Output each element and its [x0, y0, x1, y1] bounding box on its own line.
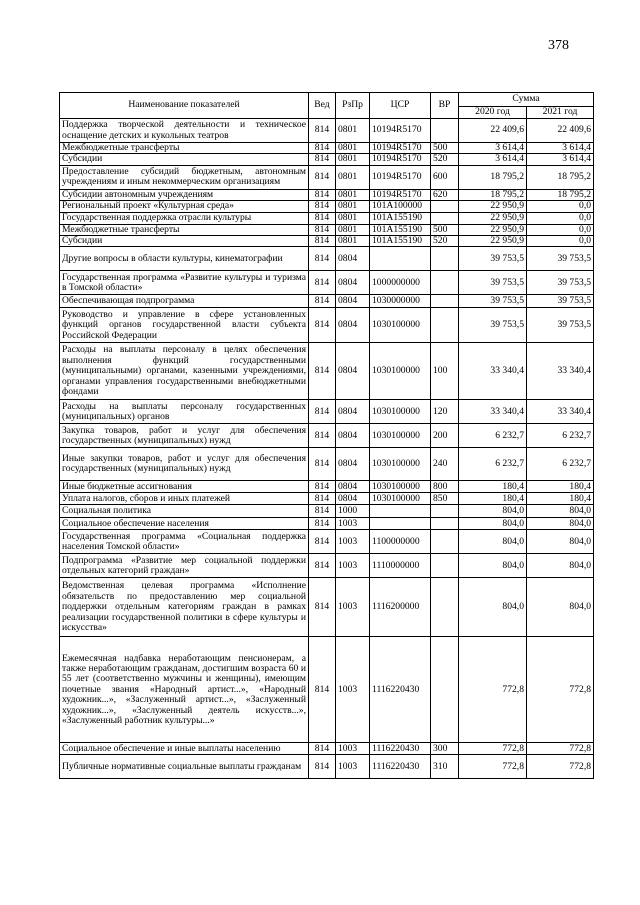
row-sum-2021: 33 340,4: [527, 343, 594, 400]
row-ved: 814: [309, 518, 336, 530]
header-vr: ВР: [431, 93, 459, 119]
row-name: Государственная программа «Социальная поддержка населения Томской области»: [60, 530, 309, 554]
row-ved: 814: [309, 308, 336, 343]
row-sum-2020: 33 340,4: [459, 400, 527, 424]
header-name: Наименование показателей: [60, 93, 309, 119]
row-sum-2021: 180,4: [527, 481, 594, 493]
row-vr: 800: [431, 481, 459, 493]
table-row: [60, 165, 594, 189]
row-sum-2020: 772,8: [459, 755, 527, 779]
row-ved: 814: [309, 493, 336, 505]
row-sum-2020: 22 950,9: [459, 236, 527, 247]
row-csr: 1030100000: [370, 400, 431, 424]
row-name: Закупка товаров, работ и услуг для обеспечения государственных (муниципальных) нужд: [60, 424, 309, 448]
row-csr: 1000000000: [370, 271, 431, 295]
row-sum-2020: 22 950,9: [459, 224, 527, 235]
row-name: Расходы на выплаты персоналу государственных (муниципальных) органов: [60, 400, 309, 424]
row-ved: 814: [309, 481, 336, 493]
row-name: Иные бюджетные ассигнования: [60, 481, 309, 493]
row-csr: 1030100000: [370, 308, 431, 343]
row-name: Другие вопросы в области культуры, кинематографии: [60, 247, 309, 271]
header-rzpr: РзПр: [336, 93, 370, 119]
table-row: [60, 518, 594, 530]
row-name: Обеспечивающая подпрограмма: [60, 295, 309, 308]
row-vr: [431, 530, 459, 554]
table-row: [60, 189, 594, 200]
table-row: [60, 505, 594, 518]
row-rzpr: 0804: [336, 308, 370, 343]
table-row: [60, 308, 594, 343]
row-rzpr: 0804: [336, 424, 370, 448]
row-csr: 1116200000: [370, 578, 431, 637]
row-sum-2021: 39 753,5: [527, 247, 594, 271]
row-csr: 10194R5170: [370, 165, 431, 189]
table-row: [60, 247, 594, 271]
row-sum-2020: 772,8: [459, 743, 527, 755]
row-rzpr: 0801: [336, 189, 370, 200]
row-name: Публичные нормативные социальные выплаты гражданам: [60, 755, 309, 779]
row-sum-2020: 22 950,9: [459, 212, 527, 224]
table-row: [60, 530, 594, 554]
row-vr: 850: [431, 493, 459, 505]
row-csr: 10194R5170: [370, 143, 431, 154]
row-vr: 100: [431, 343, 459, 400]
row-csr: [370, 247, 431, 271]
row-rzpr: 1003: [336, 554, 370, 578]
row-sum-2020: 772,8: [459, 637, 527, 743]
row-sum-2021: 180,4: [527, 493, 594, 505]
row-sum-2020: 33 340,4: [459, 343, 527, 400]
row-ved: 814: [309, 143, 336, 154]
row-vr: [431, 295, 459, 308]
row-ved: 814: [309, 448, 336, 481]
row-name: Ежемесячная надбавка неработающим пенсионерам, а также неработающим гражданам, достигшим возраста 60 и 55 лет (соответственно мужчины и женщины), имеющим почетные звания «Народный артист...», «Народный художник...», «Заслуженный артист...», «Заслуженный художник...», «Заслуженный деятель искусств...», «Заслуженный работник культуры...»: [60, 637, 309, 743]
row-name: Подпрограмма «Развитие мер социальной поддержки отдельных категорий граждан»: [60, 554, 309, 578]
row-name: Ведомственная целевая программа «Исполнение обязательств по предоставлению мер социальной поддержки отдельным категориям граждан в рамках реализации государственной политики в сфере культуры и искусства»: [60, 578, 309, 637]
row-name: Поддержка творческой деятельности и техническое оснащение детских и кукольных театров: [60, 119, 309, 143]
budget-table: [59, 92, 594, 779]
row-ved: 814: [309, 201, 336, 212]
row-vr: [431, 201, 459, 212]
row-sum-2020: 39 753,5: [459, 271, 527, 295]
row-csr: 1116220430: [370, 637, 431, 743]
row-csr: 1030100000: [370, 343, 431, 400]
table-row: [60, 212, 594, 224]
row-ved: 814: [309, 212, 336, 224]
row-csr: 10194R5170: [370, 189, 431, 200]
row-ved: 814: [309, 505, 336, 518]
row-csr: 10194R5170: [370, 154, 431, 165]
row-sum-2021: 804,0: [527, 505, 594, 518]
row-vr: [431, 119, 459, 143]
row-rzpr: 0801: [336, 154, 370, 165]
table-row: [60, 448, 594, 481]
row-ved: 814: [309, 755, 336, 779]
row-sum-2020: 6 232,7: [459, 424, 527, 448]
table-row: [60, 295, 594, 308]
row-ved: 814: [309, 530, 336, 554]
table-row: [60, 755, 594, 779]
row-sum-2021: 772,8: [527, 637, 594, 743]
row-csr: 1116220430: [370, 755, 431, 779]
header-sum: Сумма: [459, 93, 594, 107]
row-name: Иные закупки товаров, работ и услуг для обеспечения государственных (муниципальных) нужд: [60, 448, 309, 481]
row-rzpr: 0804: [336, 247, 370, 271]
row-ved: 814: [309, 154, 336, 165]
row-rzpr: 1003: [336, 637, 370, 743]
row-csr: [370, 505, 431, 518]
row-sum-2021: 3 614,4: [527, 154, 594, 165]
row-sum-2021: 0,0: [527, 201, 594, 212]
table-row: [60, 400, 594, 424]
header-csr: ЦСР: [370, 93, 431, 119]
row-vr: [431, 554, 459, 578]
row-vr: [431, 271, 459, 295]
row-sum-2020: 18 795,2: [459, 165, 527, 189]
row-rzpr: 0801: [336, 119, 370, 143]
table-row: [60, 554, 594, 578]
row-rzpr: 0801: [336, 212, 370, 224]
row-sum-2020: 804,0: [459, 505, 527, 518]
table-row: [60, 119, 594, 143]
row-sum-2020: 804,0: [459, 554, 527, 578]
table-row: [60, 143, 594, 154]
row-csr: 1030000000: [370, 295, 431, 308]
row-csr: 1100000000: [370, 530, 431, 554]
row-sum-2021: 804,0: [527, 554, 594, 578]
row-ved: 814: [309, 224, 336, 235]
row-ved: 814: [309, 236, 336, 247]
row-sum-2020: 18 795,2: [459, 189, 527, 200]
row-vr: 300: [431, 743, 459, 755]
table-row: [60, 224, 594, 235]
row-sum-2021: 6 232,7: [527, 448, 594, 481]
row-csr: 101A155190: [370, 224, 431, 235]
table-row: [60, 343, 594, 400]
row-csr: 1030100000: [370, 481, 431, 493]
row-sum-2021: 39 753,5: [527, 295, 594, 308]
row-sum-2021: 39 753,5: [527, 271, 594, 295]
row-rzpr: 0801: [336, 224, 370, 235]
row-csr: 10194R5170: [370, 119, 431, 143]
row-rzpr: 0804: [336, 448, 370, 481]
row-sum-2021: 804,0: [527, 578, 594, 637]
row-rzpr: 0804: [336, 493, 370, 505]
row-sum-2021: 772,8: [527, 755, 594, 779]
row-sum-2020: 180,4: [459, 481, 527, 493]
row-vr: 600: [431, 165, 459, 189]
row-sum-2021: 804,0: [527, 530, 594, 554]
row-csr: 101A155190: [370, 236, 431, 247]
row-rzpr: 0804: [336, 271, 370, 295]
row-name: Уплата налогов, сборов и иных платежей: [60, 493, 309, 505]
row-rzpr: 0801: [336, 236, 370, 247]
row-csr: 1116220430: [370, 743, 431, 755]
row-vr: 310: [431, 755, 459, 779]
row-ved: 814: [309, 119, 336, 143]
row-vr: 120: [431, 400, 459, 424]
row-sum-2021: 18 795,2: [527, 189, 594, 200]
table-row: [60, 637, 594, 743]
row-sum-2020: 3 614,4: [459, 154, 527, 165]
table-row: [60, 481, 594, 493]
row-rzpr: 1003: [336, 743, 370, 755]
row-name: Субсидии автономным учреждениям: [60, 189, 309, 200]
row-rzpr: 0804: [336, 400, 370, 424]
row-vr: 620: [431, 189, 459, 200]
row-vr: [431, 505, 459, 518]
row-vr: 500: [431, 224, 459, 235]
row-sum-2021: 33 340,4: [527, 400, 594, 424]
row-name: Социальное обеспечение и иные выплаты населению: [60, 743, 309, 755]
row-ved: 814: [309, 424, 336, 448]
row-ved: 814: [309, 247, 336, 271]
row-sum-2020: 6 232,7: [459, 448, 527, 481]
row-sum-2021: 3 614,4: [527, 143, 594, 154]
row-sum-2021: 6 232,7: [527, 424, 594, 448]
row-vr: [431, 518, 459, 530]
header-year-2020: 2020 год: [459, 107, 527, 119]
row-rzpr: 0801: [336, 201, 370, 212]
row-rzpr: 1000: [336, 505, 370, 518]
row-sum-2020: 39 753,5: [459, 308, 527, 343]
row-sum-2021: 22 409,6: [527, 119, 594, 143]
row-sum-2021: 772,8: [527, 743, 594, 755]
row-vr: 500: [431, 143, 459, 154]
row-csr: 1030100000: [370, 424, 431, 448]
table-row: [60, 201, 594, 212]
row-sum-2020: 804,0: [459, 578, 527, 637]
row-sum-2020: 3 614,4: [459, 143, 527, 154]
row-ved: 814: [309, 400, 336, 424]
row-ved: 814: [309, 637, 336, 743]
row-ved: 814: [309, 189, 336, 200]
row-rzpr: 0801: [336, 165, 370, 189]
table-row: [60, 578, 594, 637]
row-vr: 520: [431, 236, 459, 247]
row-name: Субсидии: [60, 236, 309, 247]
row-rzpr: 0804: [336, 295, 370, 308]
row-name: Межбюджетные трансферты: [60, 143, 309, 154]
row-sum-2020: 39 753,5: [459, 295, 527, 308]
row-sum-2020: 180,4: [459, 493, 527, 505]
row-name: Руководство и управление в сфере установленных функций органов государственной власти субъекта Российской Федерации: [60, 308, 309, 343]
row-sum-2020: 22 950,9: [459, 201, 527, 212]
row-ved: 814: [309, 271, 336, 295]
row-csr: 1030100000: [370, 493, 431, 505]
row-vr: 240: [431, 448, 459, 481]
table-row: [60, 154, 594, 165]
table-row: [60, 424, 594, 448]
row-ved: 814: [309, 343, 336, 400]
row-rzpr: 0801: [336, 143, 370, 154]
row-vr: [431, 578, 459, 637]
row-vr: 520: [431, 154, 459, 165]
row-name: Предоставление субсидий бюджетным, автономным учреждениям и иным некоммерческим организациям: [60, 165, 309, 189]
row-vr: [431, 212, 459, 224]
row-name: Социальная политика: [60, 505, 309, 518]
row-sum-2020: 804,0: [459, 518, 527, 530]
row-csr: 101A100000: [370, 201, 431, 212]
row-vr: 200: [431, 424, 459, 448]
header-ved: Вед: [309, 93, 336, 119]
row-rzpr: 1003: [336, 578, 370, 637]
row-rzpr: 0804: [336, 343, 370, 400]
table-row: [60, 743, 594, 755]
row-name: Государственная поддержка отрасли культуры: [60, 212, 309, 224]
row-ved: 814: [309, 554, 336, 578]
row-sum-2021: 0,0: [527, 224, 594, 235]
row-vr: [431, 308, 459, 343]
row-ved: 814: [309, 743, 336, 755]
row-csr: 1110000000: [370, 554, 431, 578]
row-name: Субсидии: [60, 154, 309, 165]
row-sum-2020: 39 753,5: [459, 247, 527, 271]
row-vr: [431, 637, 459, 743]
row-csr: 1030100000: [370, 448, 431, 481]
table-row: [60, 493, 594, 505]
row-sum-2021: 39 753,5: [527, 308, 594, 343]
row-sum-2020: 804,0: [459, 530, 527, 554]
row-ved: 814: [309, 165, 336, 189]
row-ved: 814: [309, 578, 336, 637]
row-sum-2021: 18 795,2: [527, 165, 594, 189]
page-number: 378: [548, 38, 569, 53]
row-csr: [370, 518, 431, 530]
table-row: [60, 236, 594, 247]
row-name: Межбюджетные трансферты: [60, 224, 309, 235]
row-ved: 814: [309, 295, 336, 308]
row-name: Государственная программа «Развитие культуры и туризма в Томской области»: [60, 271, 309, 295]
row-rzpr: 1003: [336, 518, 370, 530]
row-rzpr: 1003: [336, 530, 370, 554]
row-sum-2021: 0,0: [527, 212, 594, 224]
row-name: Региональный проект «Культурная среда»: [60, 201, 309, 212]
header-year-2021: 2021 год: [527, 107, 594, 119]
row-name: Социальное обеспечение населения: [60, 518, 309, 530]
row-csr: 101A155190: [370, 212, 431, 224]
row-vr: [431, 247, 459, 271]
row-rzpr: 1003: [336, 755, 370, 779]
row-sum-2021: 0,0: [527, 236, 594, 247]
row-sum-2021: 804,0: [527, 518, 594, 530]
row-rzpr: 0804: [336, 481, 370, 493]
row-sum-2020: 22 409,6: [459, 119, 527, 143]
row-name: Расходы на выплаты персоналу в целях обеспечения выполнения функций государственными (муниципальными) органами, казенными учреждениями, органами управления государственными внебюджетными фондами: [60, 343, 309, 400]
table-row: [60, 271, 594, 295]
